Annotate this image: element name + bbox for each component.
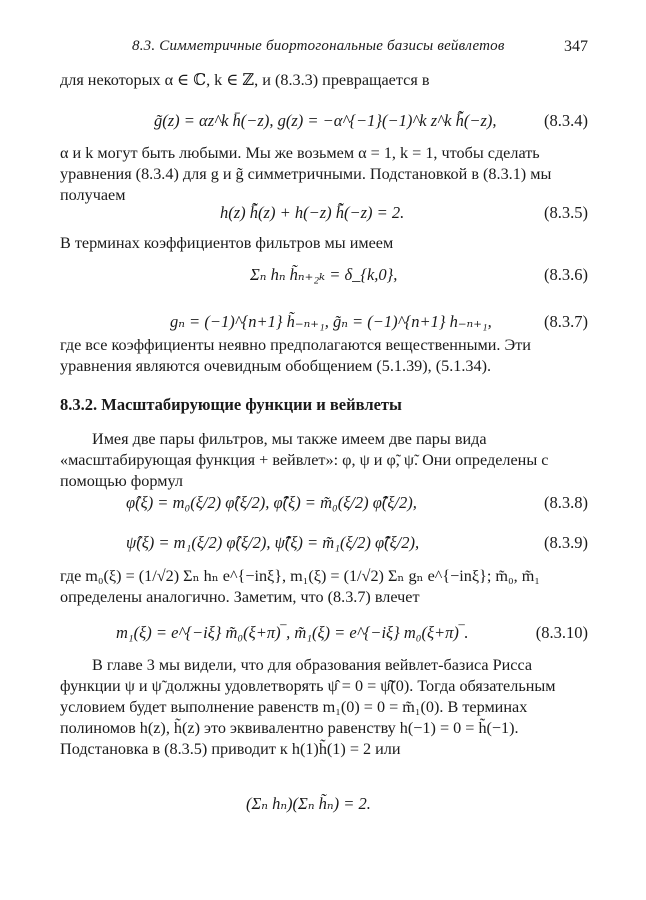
page-number: 347: [564, 38, 588, 55]
paragraph-coefficients: В терминах коэффициентов фильтров мы имеем: [60, 234, 394, 252]
paragraph-choice: α и k могут быть любыми. Мы же возьмем α = 1, k = 1, чтобы сделать уравнения (8.3.4) для g и g̃ симметричными. Подстановкой в (8.3.1) мы получаем: [60, 144, 552, 204]
equation-body: ψ̂(ξ) = m₁(ξ/2) φ̂(ξ/2), ψ̃̂(ξ) = m̃₁(ξ/2) φ̃̂(ξ/2),: [126, 533, 420, 552]
equation-body: (Σₙ hₙ)(Σₙ h̃ₙ) = 2.: [246, 794, 371, 813]
equation-number: (8.3.6): [544, 265, 588, 284]
equation-body: h(z) h̃̄(z) + h(−z) h̃̄(−z) = 2.: [220, 203, 405, 222]
equation-number: (8.3.8): [544, 493, 588, 512]
equation-number: (8.3.4): [544, 111, 588, 130]
section-heading: 8.3.2. Масштабирующие функции и вейвлеты: [60, 395, 402, 414]
paragraph-riesz-basis: В главе 3 мы видели, что для образования вейвлет-базиса Рисса функции ψ и ψ̃ должны удовлетворять ψ̂ = 0 = ψ̃̂(0). Тогда обязательным условием будет выполнение равенств m₁(0) = 0 = m̃₁(0). В терминах полиномов h(z), h̃(z) это эквивалентно равенству h(−1) = 0 = h̃(−1). Подстановка в (8.3.5) приводит к h(1)h̃(1) = 2 или: [60, 656, 556, 758]
equation-body: gₙ = (−1)^{n+1} h̃₋ₙ₊₁, g̃ₙ = (−1)^{n+1} h₋ₙ₊₁,: [170, 312, 492, 331]
equation-number: (8.3.10): [535, 623, 588, 642]
equation-body: m₁(ξ) = e^{−iξ} m̃₀(ξ+π)‾, m̃₁(ξ) = e^{−iξ} m₀(ξ+π)‾.: [116, 623, 469, 642]
equation-8-3-9: [60, 530, 588, 556]
header-section-title: 8.3. Симметричные биортогональные базисы вейвлетов: [132, 38, 505, 54]
equation-8-3-8: [60, 490, 588, 516]
equation-body: φ̂(ξ) = m₀(ξ/2) φ̂(ξ/2), φ̃̂(ξ) = m̃₀(ξ/2) φ̃̂(ξ/2),: [126, 493, 417, 512]
equation-body: Σₙ hₙ h̃ₙ₊₂ₖ = δ_{k,0},: [250, 265, 398, 284]
paragraph-scaling-functions: Имея две пары фильтров, мы также имеем две пары вида «масштабирующая функция + вейвлет»: φ, ψ и φ̃, ψ̃. Они определены с помощью формул: [60, 430, 549, 490]
equation-8-3-6: [60, 262, 588, 288]
equation-body: g̃(z) = αz^k h̄(−z), g(z) = −α^{−1}(−1)^k z^k h̃̄(−z),: [154, 111, 497, 130]
paragraph-intro: для некоторых α ∈ ℂ, k ∈ ℤ, и (8.3.3) превращается в: [60, 71, 430, 89]
equation-8-3-10: [60, 620, 588, 646]
equation-number: (8.3.5): [544, 203, 588, 222]
equation-8-3-5: [60, 200, 588, 226]
equation-8-3-7: [60, 309, 588, 335]
running-header: [60, 38, 588, 60]
equation-final: [60, 784, 588, 824]
equation-number: (8.3.9): [544, 533, 588, 552]
paragraph-real-coefficients: где все коэффициенты неявно предполагаются вещественными. Эти уравнения являются очевидным обобщением (5.1.39), (5.1.34).: [60, 336, 531, 375]
paragraph-m0-definition: где m₀(ξ) = (1/√2) Σₙ hₙ e^{−inξ}, m₁(ξ) = (1/√2) Σₙ gₙ e^{−inξ}; m̃₀, m̃₁ определены аналогично. Заметим, что (8.3.7) влечет: [60, 567, 540, 606]
equation-number: (8.3.7): [544, 312, 588, 331]
equation-8-3-4: [60, 108, 588, 134]
